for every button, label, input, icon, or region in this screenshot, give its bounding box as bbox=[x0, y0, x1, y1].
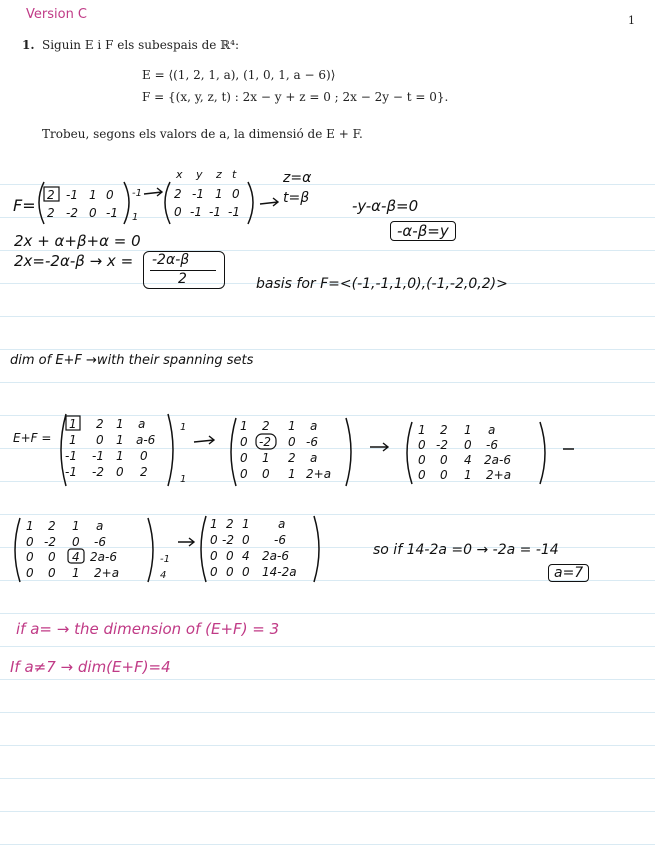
matrix-cell: 2a-6 bbox=[484, 453, 511, 467]
row-op: 1 bbox=[180, 422, 187, 433]
matrix-cell: a-6 bbox=[136, 433, 156, 447]
matrix-cell: -1 bbox=[209, 205, 221, 219]
matrix-cell: -2 bbox=[436, 438, 448, 452]
matrix-cell: 2 bbox=[174, 187, 182, 201]
matrix-cell: 1 bbox=[89, 188, 97, 202]
arrow-icon bbox=[368, 440, 392, 454]
matrix-cell: 2 bbox=[48, 519, 56, 533]
matrix-cell: 1 bbox=[288, 467, 296, 481]
x-fraction-denominator: 2 bbox=[178, 271, 187, 287]
arrow-icon bbox=[176, 536, 198, 548]
matrix-cell: 0 bbox=[48, 566, 56, 580]
matrix-cell: 0 bbox=[116, 465, 124, 479]
param-z: z=α bbox=[283, 170, 312, 186]
matrix-cell: 1 bbox=[116, 433, 124, 447]
matrix-sum-3 bbox=[402, 420, 552, 486]
matrix-cell: 0 bbox=[232, 187, 240, 201]
matrix-cell: 0 bbox=[96, 433, 104, 447]
matrix-cell: 1 bbox=[288, 419, 296, 433]
matrix-sum-4 bbox=[10, 516, 180, 584]
matrix-cell: -2 bbox=[92, 465, 104, 479]
matrix-cell: 2+a bbox=[94, 566, 120, 580]
matrix-cell: -2 bbox=[259, 435, 271, 449]
arrow-icon bbox=[258, 196, 282, 210]
matrix-cell: -6 bbox=[306, 435, 318, 449]
matrix-cell: 0 bbox=[26, 550, 34, 564]
matrix-cell: 0 bbox=[140, 449, 148, 463]
matrix-cell: 1 bbox=[418, 423, 426, 437]
problem-statement: Siguin E i F els subespais de ℝ⁴: bbox=[42, 38, 240, 52]
matrix-cell: -1 bbox=[65, 449, 77, 463]
trailing-dash bbox=[562, 446, 576, 452]
matrix-cell: 0 bbox=[418, 453, 426, 467]
matrix-cell: 0 bbox=[440, 453, 448, 467]
matrix-cell: -6 bbox=[94, 535, 106, 549]
matrix-cell: 0 bbox=[26, 566, 34, 580]
matrix-cell: 0 bbox=[242, 565, 250, 579]
matrix-cell: 0 bbox=[174, 205, 182, 219]
matrix-cell: 2+a bbox=[486, 468, 512, 482]
matrix-cell: 4 bbox=[464, 453, 472, 467]
matrix-cell: 0 bbox=[240, 435, 248, 449]
matrix-cell: 0 bbox=[240, 451, 248, 465]
matrix-cell: -1 bbox=[92, 449, 104, 463]
matrix-cell: 14-2a bbox=[262, 565, 297, 579]
matrix-cell: -1 bbox=[66, 188, 78, 202]
matrix-cell: 1 bbox=[215, 187, 223, 201]
matrix-cell: -1 bbox=[190, 205, 202, 219]
boxed-a-value: a=7 bbox=[548, 564, 589, 582]
row-op: -1 bbox=[132, 188, 142, 199]
matrix-cell: -2 bbox=[66, 206, 78, 220]
matrix-cell: 0 bbox=[210, 549, 218, 563]
matrix-cell: -6 bbox=[486, 438, 498, 452]
equation-x-line1: 2x + α+β+α = 0 bbox=[14, 232, 141, 250]
row-op: 4 bbox=[160, 570, 167, 581]
matrix-cell: a bbox=[488, 423, 496, 437]
matrix-cell: -2 bbox=[44, 535, 56, 549]
matrix-sum-2 bbox=[226, 416, 356, 488]
matrix-cell: 2 bbox=[262, 419, 270, 433]
matrix-cell: 1 bbox=[240, 419, 248, 433]
row-op: 1 bbox=[180, 474, 187, 485]
matrix-cell: 0 bbox=[106, 188, 114, 202]
matrix-cell: 0 bbox=[226, 565, 234, 579]
matrix-cell: -6 bbox=[274, 533, 286, 547]
matrix-cell: 0 bbox=[89, 206, 97, 220]
matrix-sum-1 bbox=[56, 412, 196, 488]
matrix-cell: 1 bbox=[72, 519, 80, 533]
matrix-cell: 4 bbox=[72, 550, 80, 564]
matrix-cell: 2 bbox=[47, 188, 55, 202]
problem-number: 1. bbox=[22, 38, 35, 52]
conclusion-dim-4: If a≠7 → dim(E+F)=4 bbox=[10, 658, 171, 676]
matrix-cell: 2 bbox=[288, 451, 296, 465]
page-number: 1 bbox=[628, 14, 635, 27]
matrix-cell: 0 bbox=[288, 435, 296, 449]
e-plus-f-label: E+F = bbox=[13, 431, 52, 445]
column-label: t bbox=[232, 168, 237, 181]
matrix-cell: 2 bbox=[47, 206, 55, 220]
matrix-cell: 1 bbox=[72, 566, 80, 580]
matrix-cell: a bbox=[138, 417, 146, 431]
matrix-cell: 1 bbox=[242, 517, 250, 531]
section-heading: dim of E+F →with their spanning sets bbox=[10, 353, 254, 368]
matrix-cell: 1 bbox=[210, 517, 218, 531]
matrix-cell: 1 bbox=[69, 417, 77, 431]
matrix-cell: 2+a bbox=[306, 467, 332, 481]
matrix-cell: 0 bbox=[240, 467, 248, 481]
matrix-cell: -1 bbox=[228, 205, 240, 219]
version-label: Version C bbox=[26, 7, 88, 22]
matrix-cell: a bbox=[278, 517, 286, 531]
matrix-cell: a bbox=[310, 419, 318, 433]
matrix-cell: a bbox=[96, 519, 104, 533]
matrix-cell: 2 bbox=[226, 517, 234, 531]
matrix-cell: 1 bbox=[464, 423, 472, 437]
matrix-cell: -1 bbox=[106, 206, 118, 220]
problem-question: Trobeu, segons els valors de a, la dimensió de E + F. bbox=[42, 127, 363, 141]
subspace-f-definition: F = {(x, y, z, t) : 2x − y + z = 0 ; 2x − 2y − t = 0}. bbox=[142, 90, 449, 104]
matrix-cell: 0 bbox=[226, 549, 234, 563]
equation-x-line2: 2x=-2α-β → x = bbox=[14, 252, 134, 270]
matrix-cell: 2 bbox=[96, 417, 104, 431]
column-label: z bbox=[216, 168, 222, 181]
matrix-cell: 0 bbox=[418, 468, 426, 482]
subspace-e-definition: E = ⟨(1, 2, 1, a), (1, 0, 1, a − 6)⟩ bbox=[142, 68, 336, 82]
arrow-icon bbox=[192, 434, 218, 448]
conclusion-dim-3: if a= → the dimension of (E+F) = 3 bbox=[16, 620, 280, 638]
row-op: -1 bbox=[160, 554, 170, 565]
matrix-cell: 0 bbox=[72, 535, 80, 549]
matrix-cell: 0 bbox=[440, 468, 448, 482]
f-label: F= bbox=[13, 196, 36, 215]
matrix-cell: 0 bbox=[210, 533, 218, 547]
matrix-cell: 2a-6 bbox=[90, 550, 117, 564]
boxed-y-result: -α-β=y bbox=[390, 221, 456, 241]
matrix-sum-5 bbox=[196, 514, 336, 584]
row-op: 1 bbox=[132, 212, 139, 223]
matrix-cell: 0 bbox=[262, 467, 270, 481]
matrix-cell: a bbox=[310, 451, 318, 465]
matrix-cell: 2a-6 bbox=[262, 549, 289, 563]
basis-of-f: basis for F=<(-1,-1,1,0),(-1,-2,0,2)> bbox=[256, 276, 508, 292]
matrix-cell: 4 bbox=[242, 549, 250, 563]
matrix-cell: -2 bbox=[222, 533, 234, 547]
param-t: t=β bbox=[283, 190, 310, 206]
matrix-cell: 1 bbox=[262, 451, 270, 465]
matrix-cell: 2 bbox=[440, 423, 448, 437]
equation-y: -y-α-β=0 bbox=[352, 197, 419, 215]
matrix-cell: 0 bbox=[418, 438, 426, 452]
matrix-cell: 0 bbox=[464, 438, 472, 452]
matrix-cell: 2 bbox=[140, 465, 148, 479]
column-label: x bbox=[176, 168, 183, 181]
matrix-cell: 1 bbox=[69, 433, 77, 447]
matrix-cell: 0 bbox=[26, 535, 34, 549]
matrix-cell: 0 bbox=[210, 565, 218, 579]
matrix-cell: 0 bbox=[242, 533, 250, 547]
matrix-cell: -1 bbox=[65, 465, 77, 479]
matrix-cell: 1 bbox=[26, 519, 34, 533]
matrix-f-first bbox=[34, 180, 144, 228]
matrix-cell: 1 bbox=[116, 449, 124, 463]
solve-for-a: so if 14-2a =0 → -2a = -14 bbox=[373, 542, 559, 558]
matrix-f-reduced bbox=[160, 166, 260, 228]
column-label: y bbox=[196, 168, 203, 181]
matrix-cell: -1 bbox=[192, 187, 204, 201]
x-fraction-numerator: -2α-β bbox=[152, 252, 190, 268]
matrix-cell: 1 bbox=[464, 468, 472, 482]
matrix-cell: 1 bbox=[116, 417, 124, 431]
matrix-cell: 0 bbox=[48, 550, 56, 564]
